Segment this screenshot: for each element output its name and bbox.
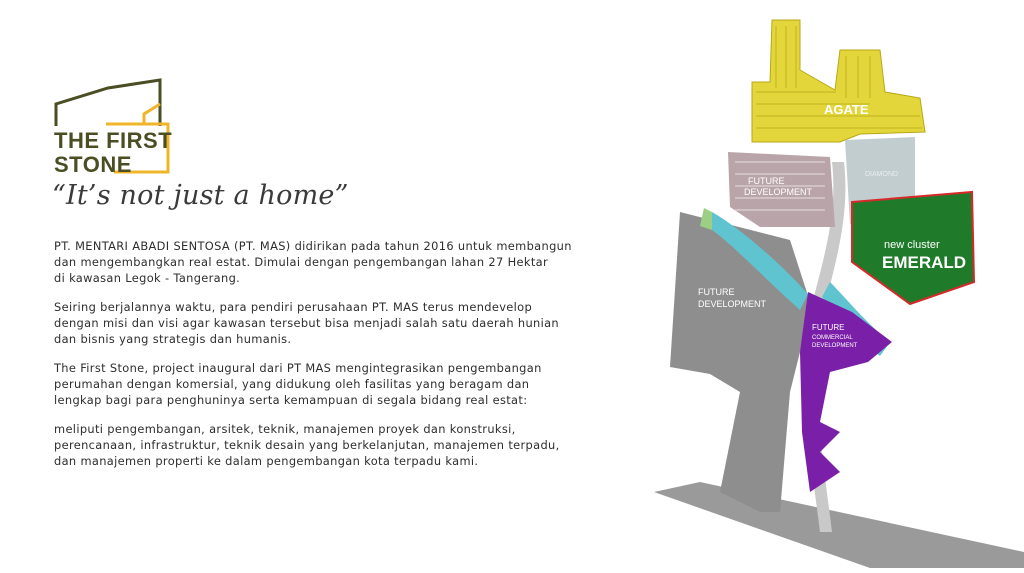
label-future-left-1: FUTURE — [698, 287, 735, 297]
logo-line-1: THE FIRST — [54, 128, 173, 153]
zone-agate — [752, 20, 925, 142]
brand-logo — [48, 78, 183, 180]
logo-line-2: STONE — [54, 152, 132, 177]
label-future-top-1: FUTURE — [748, 176, 785, 186]
paragraph-project: The First Stone, project inaugural dari PT MAS mengintegrasikan pengembangan perumahan dengan komersial, yang didukung oleh fasilitas yang beragam dan lengkap bagi para penghuninya serta kemampuan di segala bidang real estat: — [54, 361, 542, 407]
tagline: “It’s not just a home” — [52, 180, 349, 211]
label-commercial-2: COMMERCIAL — [812, 335, 853, 341]
zone-future-development-left — [670, 212, 810, 512]
paragraph-mission: Seiring berjalannya waktu, para pendiri perusahaan PT. MAS terus mendevelop dengan misi dan visi agar kawasan tersebut bisa menjadi salah satu daerah hunian dan bisnis yang strategis dan humanis. — [54, 300, 559, 346]
description — [54, 238, 654, 482]
label-agate: AGATE — [824, 102, 869, 117]
label-future-left-2: DEVELOPMENT — [698, 299, 767, 309]
label-commercial-1: FUTURE — [812, 323, 845, 332]
label-commercial-3: DEVELOPMENT — [812, 343, 858, 349]
label-diamond: DIAMOND — [865, 171, 899, 178]
site-map — [640, 12, 1024, 568]
label-future-top-2: DEVELOPMENT — [744, 187, 813, 197]
paragraph-scope: meliputi pengembangan, arsitek, teknik, manajemen proyek dan konstruksi, perencanaan, infrastruktur, teknik desain yang berkelanjutan, manajemen terpadu, dan manajemen properti ke dalam pengembangan kota terpadu kami. — [54, 422, 560, 468]
site-plan-graphic — [640, 12, 1024, 568]
paragraph-company: PT. MENTARI ABADI SENTOSA (PT. MAS) didirikan pada tahun 2016 untuk membangun dan mengembangkan real estat. Dimulai dengan pengembangan lahan 27 Hektar di kawasan Legok - Tangerang. — [54, 239, 572, 285]
label-emerald-big: EMERALD — [882, 253, 967, 272]
main-road — [654, 482, 1024, 568]
label-emerald-small: new cluster — [884, 239, 940, 251]
zone-future-commercial — [800, 292, 892, 492]
